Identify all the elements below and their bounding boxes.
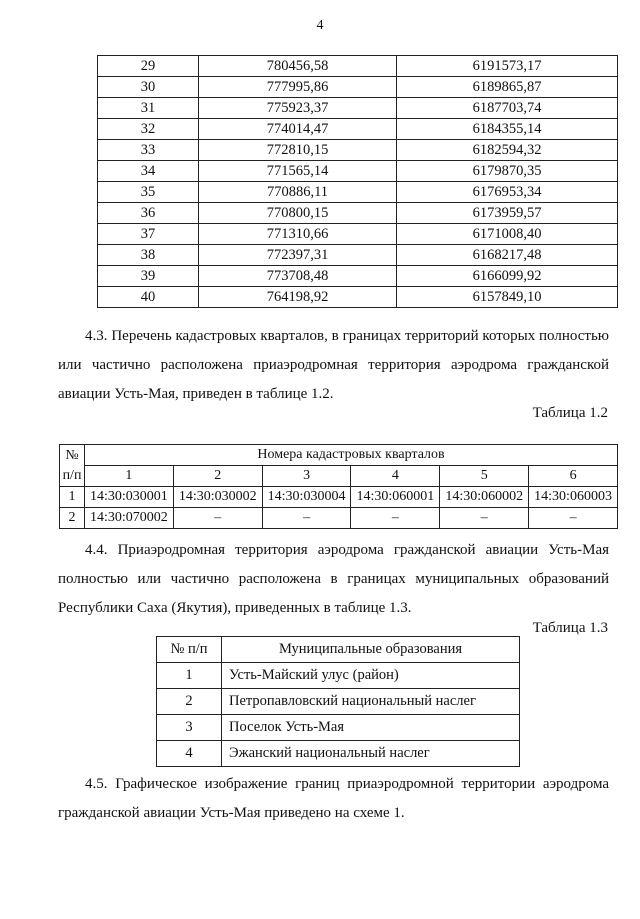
coordinate-x: 771310,66 [199,224,397,245]
coordinate-y: 6182594,32 [397,140,618,161]
municipalities-table [156,636,520,767]
point-number: 39 [98,266,199,287]
table-row [98,161,618,182]
row-number: 2 [60,508,85,529]
municipality-name: Петропавловский национальный наслег [222,689,520,715]
row-number: 1 [60,487,85,508]
coordinate-y: 6168217,48 [397,245,618,266]
table-row [157,715,520,741]
table-1-3-number-header: № п/п [157,637,222,663]
table-row [98,245,618,266]
table-row [98,140,618,161]
coordinate-y: 6173959,57 [397,203,618,224]
cadastral-quarter-cell: 14:30:060003 [529,487,618,508]
cadastral-quarter-cell: 14:30:030002 [173,487,262,508]
cadastral-quarter-cell: 14:30:070002 [85,508,174,529]
cadastral-quarter-cell: – [351,508,440,529]
coordinate-x: 764198,92 [199,287,397,308]
cadastral-quarter-cell: – [440,508,529,529]
table-row [157,741,520,767]
coordinate-x: 773708,48 [199,266,397,287]
column-number: 4 [351,466,440,487]
table-row [60,487,618,508]
table-row [98,266,618,287]
cadastral-quarter-cell: – [173,508,262,529]
coordinate-y: 6184355,14 [397,119,618,140]
point-number: 33 [98,140,199,161]
coordinate-y: 6187703,74 [397,98,618,119]
coordinate-x: 772397,31 [199,245,397,266]
coordinate-y: 6191573,17 [397,56,618,77]
point-number: 29 [98,56,199,77]
table-row [98,119,618,140]
point-number: 40 [98,287,199,308]
cadastral-quarters-table [59,444,618,529]
column-number: 5 [440,466,529,487]
municipality-name: Эжанский национальный наслег [222,741,520,767]
row-number: 1 [157,663,222,689]
table-row [98,77,618,98]
table-row [98,98,618,119]
table-row [98,287,618,308]
coordinate-x: 770800,15 [199,203,397,224]
cadastral-quarter-cell: 14:30:060001 [351,487,440,508]
paragraph-4-3: 4.3. Перечень кадастровых кварталов, в границах территорий которых полностью или частично расположена приаэродромная территория аэродрома гражданской авиации Усть-Мая, приведен в таблице 1.2. [58,328,609,402]
table-row [157,689,520,715]
table-1-2-title-header: Номера кадастровых кварталов [85,445,618,466]
row-number: 2 [157,689,222,715]
table-row [98,182,618,203]
paragraph-4-5: 4.5. Графическое изображение границ приаэродромной территории аэродрома гражданской авиации Усть-Мая приведено на схеме 1. [58,776,609,821]
coordinate-x: 775923,37 [199,98,397,119]
cadastral-quarter-cell: 14:30:060002 [440,487,529,508]
cadastral-quarter-cell: 14:30:030004 [262,487,351,508]
column-number: 3 [262,466,351,487]
table-row [98,203,618,224]
point-number: 36 [98,203,199,224]
table-row [157,663,520,689]
point-number: 37 [98,224,199,245]
column-number: 6 [529,466,618,487]
point-number: 35 [98,182,199,203]
page-number: 4 [316,18,324,33]
cadastral-quarter-cell: – [262,508,351,529]
table-1-3-name-header: Муниципальные образования [222,637,520,663]
coordinate-x: 771565,14 [199,161,397,182]
table-row [98,224,618,245]
row-number: 3 [157,715,222,741]
coordinate-x: 772810,15 [199,140,397,161]
column-number: 1 [85,466,174,487]
cadastral-quarter-cell: – [529,508,618,529]
table-1-2-caption: Таблица 1.2 [532,405,608,421]
cadastral-quarter-cell: 14:30:030001 [85,487,174,508]
point-number: 34 [98,161,199,182]
point-number: 30 [98,77,199,98]
table-1-3-caption: Таблица 1.3 [532,620,608,636]
coordinates-table [97,55,618,308]
paragraph-4-4: 4.4. Приаэродромная территория аэродрома гражданской авиации Усть-Мая полностью или частично расположена в границах муниципальных образований Республики Саха (Якутия), приведенных в таблице 1.3. [58,542,609,616]
table-1-2-number-header: № п/п [60,445,85,487]
point-number: 31 [98,98,199,119]
table-row [60,508,618,529]
coordinate-x: 777995,86 [199,77,397,98]
point-number: 32 [98,119,199,140]
coordinate-y: 6176953,34 [397,182,618,203]
point-number: 38 [98,245,199,266]
municipality-name: Поселок Усть-Мая [222,715,520,741]
coordinate-x: 774014,47 [199,119,397,140]
municipality-name: Усть-Майский улус (район) [222,663,520,689]
coordinate-y: 6179870,35 [397,161,618,182]
coordinate-y: 6189865,87 [397,77,618,98]
coordinate-y: 6166099,92 [397,266,618,287]
coordinate-y: 6171008,40 [397,224,618,245]
coordinate-x: 780456,58 [199,56,397,77]
table-row [98,56,618,77]
column-number: 2 [173,466,262,487]
coordinate-x: 770886,11 [199,182,397,203]
coordinate-y: 6157849,10 [397,287,618,308]
row-number: 4 [157,741,222,767]
